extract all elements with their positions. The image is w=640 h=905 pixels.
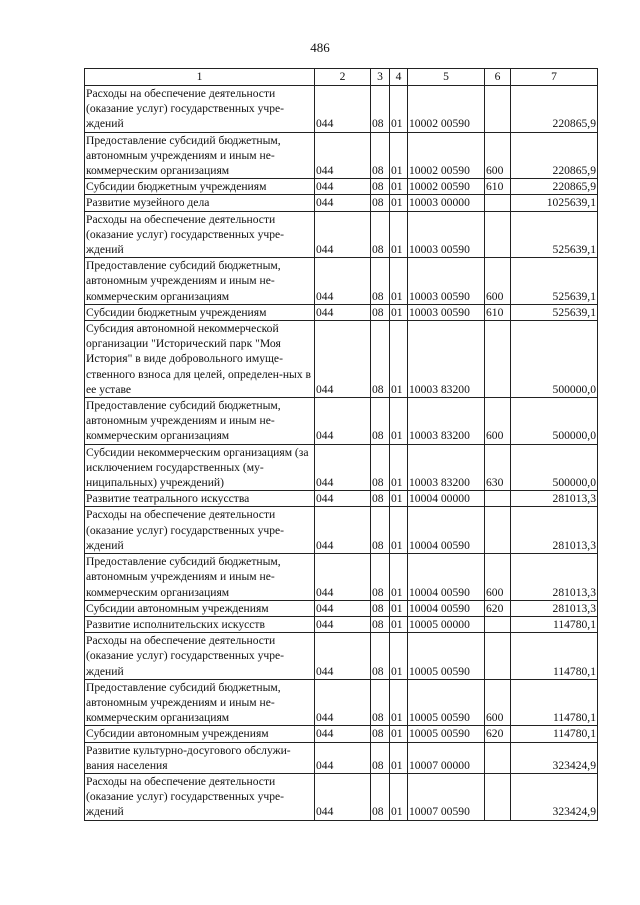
- section-cell: 08: [371, 321, 390, 398]
- section-cell: 08: [371, 86, 390, 133]
- header-row: [85, 69, 598, 86]
- amount-cell: 500000,0: [511, 444, 598, 491]
- amount-cell: 525639,1: [511, 258, 598, 305]
- expense-type-cell: [485, 211, 511, 258]
- amount-cell: 220865,9: [511, 179, 598, 195]
- subsection-cell: 01: [390, 773, 408, 820]
- subsection-cell: 01: [390, 444, 408, 491]
- table-row: [85, 773, 598, 820]
- amount-cell: 220865,9: [511, 86, 598, 133]
- amount-cell: 281013,3: [511, 507, 598, 554]
- row-name-cell: Субсидии бюджетным учреждениям: [85, 304, 315, 320]
- amount-cell: 500000,0: [511, 398, 598, 445]
- section-cell: 08: [371, 726, 390, 742]
- row-name-cell: Расходы на обеспечение деятельности (оказание услуг) государственных учре-ждений: [85, 211, 315, 258]
- expense-type-cell: 600: [485, 258, 511, 305]
- subsection-cell: 01: [390, 726, 408, 742]
- target-article-cell: 10005 00590: [408, 633, 485, 680]
- column-header: 4: [390, 69, 408, 86]
- row-name-cell: Субсидии бюджетным учреждениям: [85, 179, 315, 195]
- target-article-cell: 10004 00590: [408, 507, 485, 554]
- code-cell: 044: [315, 304, 371, 320]
- amount-cell: 114780,1: [511, 633, 598, 680]
- target-article-cell: 10003 83200: [408, 444, 485, 491]
- subsection-cell: 01: [390, 491, 408, 507]
- subsection-cell: 01: [390, 321, 408, 398]
- target-article-cell: 10007 00000: [408, 742, 485, 773]
- subsection-cell: 01: [390, 554, 408, 601]
- expense-type-cell: [485, 195, 511, 211]
- target-article-cell: 10003 00590: [408, 304, 485, 320]
- expense-type-cell: 610: [485, 179, 511, 195]
- row-name-cell: Предоставление субсидий бюджетным, автономным учреждениям и иным не-коммерческим организациям: [85, 398, 315, 445]
- target-article-cell: 10007 00590: [408, 773, 485, 820]
- amount-cell: 525639,1: [511, 304, 598, 320]
- amount-cell: 114780,1: [511, 679, 598, 726]
- table-row: [85, 742, 598, 773]
- section-cell: 08: [371, 444, 390, 491]
- amount-cell: 500000,0: [511, 321, 598, 398]
- expense-type-cell: [485, 616, 511, 632]
- row-name-cell: Субсидии некоммерческим организациям (за исключением государственных (му-ниципальных) учреждений): [85, 444, 315, 491]
- subsection-cell: 01: [390, 633, 408, 680]
- amount-cell: 281013,3: [511, 554, 598, 601]
- expense-type-cell: [485, 633, 511, 680]
- row-name-cell: Развитие театрального искусства: [85, 491, 315, 507]
- row-name-cell: Субсидии автономным учреждениям: [85, 600, 315, 616]
- section-cell: 08: [371, 132, 390, 179]
- code-cell: 044: [315, 491, 371, 507]
- target-article-cell: 10002 00590: [408, 132, 485, 179]
- target-article-cell: 10005 00590: [408, 726, 485, 742]
- expense-type-cell: 600: [485, 398, 511, 445]
- subsection-cell: 01: [390, 211, 408, 258]
- subsection-cell: 01: [390, 679, 408, 726]
- code-cell: 044: [315, 600, 371, 616]
- code-cell: 044: [315, 86, 371, 133]
- code-cell: 044: [315, 616, 371, 632]
- row-name-cell: Расходы на обеспечение деятельности (оказание услуг) государственных учре-ждений: [85, 633, 315, 680]
- subsection-cell: 01: [390, 398, 408, 445]
- table-row: [85, 211, 598, 258]
- code-cell: 044: [315, 507, 371, 554]
- code-cell: 044: [315, 726, 371, 742]
- table-row: [85, 398, 598, 445]
- subsection-cell: 01: [390, 195, 408, 211]
- row-name-cell: Субсидия автономной некоммерческой организации "Исторический парк "Моя История" в виде добровольного имуще-ственного взноса для целей, определен-ных в ее уставе: [85, 321, 315, 398]
- table-row: [85, 679, 598, 726]
- amount-cell: 323424,9: [511, 742, 598, 773]
- table-row: [85, 616, 598, 632]
- code-cell: 044: [315, 211, 371, 258]
- expense-type-cell: [485, 86, 511, 133]
- table-row: [85, 633, 598, 680]
- section-cell: 08: [371, 491, 390, 507]
- subsection-cell: 01: [390, 179, 408, 195]
- expense-type-cell: [485, 742, 511, 773]
- subsection-cell: 01: [390, 258, 408, 305]
- column-header: 1: [85, 69, 315, 86]
- section-cell: 08: [371, 179, 390, 195]
- section-cell: 08: [371, 195, 390, 211]
- subsection-cell: 01: [390, 507, 408, 554]
- section-cell: 08: [371, 742, 390, 773]
- column-header: 3: [371, 69, 390, 86]
- column-header: 2: [315, 69, 371, 86]
- table-row: [85, 321, 598, 398]
- expense-type-cell: 630: [485, 444, 511, 491]
- expense-type-cell: 620: [485, 600, 511, 616]
- expense-type-cell: 600: [485, 679, 511, 726]
- code-cell: 044: [315, 398, 371, 445]
- column-header: 5: [408, 69, 485, 86]
- code-cell: 044: [315, 773, 371, 820]
- target-article-cell: 10003 83200: [408, 398, 485, 445]
- code-cell: 044: [315, 321, 371, 398]
- expense-type-cell: 610: [485, 304, 511, 320]
- column-header: 6: [485, 69, 511, 86]
- code-cell: 044: [315, 679, 371, 726]
- row-name-cell: Расходы на обеспечение деятельности (оказание услуг) государственных учре-ждений: [85, 507, 315, 554]
- section-cell: 08: [371, 633, 390, 680]
- subsection-cell: 01: [390, 86, 408, 133]
- table-row: [85, 132, 598, 179]
- amount-cell: 281013,3: [511, 600, 598, 616]
- table-row: [85, 258, 598, 305]
- section-cell: 08: [371, 616, 390, 632]
- amount-cell: 281013,3: [511, 491, 598, 507]
- section-cell: 08: [371, 398, 390, 445]
- code-cell: 044: [315, 195, 371, 211]
- amount-cell: 114780,1: [511, 616, 598, 632]
- code-cell: 044: [315, 132, 371, 179]
- row-name-cell: Предоставление субсидий бюджетным, автономным учреждениям и иным не-коммерческим организациям: [85, 554, 315, 601]
- table-row: [85, 554, 598, 601]
- expense-type-cell: 620: [485, 726, 511, 742]
- code-cell: 044: [315, 258, 371, 305]
- target-article-cell: 10003 00590: [408, 211, 485, 258]
- subsection-cell: 01: [390, 742, 408, 773]
- target-article-cell: 10004 00590: [408, 554, 485, 601]
- expense-type-cell: 600: [485, 132, 511, 179]
- section-cell: 08: [371, 304, 390, 320]
- table-row: [85, 86, 598, 133]
- row-name-cell: Развитие исполнительских искусств: [85, 616, 315, 632]
- section-cell: 08: [371, 600, 390, 616]
- row-name-cell: Развитие музейного дела: [85, 195, 315, 211]
- page-number: 486: [310, 40, 330, 55]
- table-row: [85, 726, 598, 742]
- table-row: [85, 507, 598, 554]
- row-name-cell: Предоставление субсидий бюджетным, автономным учреждениям и иным не-коммерческим организациям: [85, 679, 315, 726]
- code-cell: 044: [315, 179, 371, 195]
- code-cell: 044: [315, 554, 371, 601]
- code-cell: 044: [315, 742, 371, 773]
- amount-cell: 220865,9: [511, 132, 598, 179]
- table-row: [85, 600, 598, 616]
- target-article-cell: 10004 00590: [408, 600, 485, 616]
- target-article-cell: 10005 00590: [408, 679, 485, 726]
- expense-type-cell: [485, 773, 511, 820]
- code-cell: 044: [315, 633, 371, 680]
- amount-cell: 114780,1: [511, 726, 598, 742]
- section-cell: 08: [371, 679, 390, 726]
- expense-type-cell: 600: [485, 554, 511, 601]
- target-article-cell: 10005 00000: [408, 616, 485, 632]
- table-header: [85, 69, 598, 86]
- table-row: [85, 179, 598, 195]
- table-row: [85, 491, 598, 507]
- table-row: [85, 444, 598, 491]
- amount-cell: 323424,9: [511, 773, 598, 820]
- subsection-cell: 01: [390, 304, 408, 320]
- row-name-cell: Предоставление субсидий бюджетным, автономным учреждениям и иным не-коммерческим организациям: [85, 132, 315, 179]
- target-article-cell: 10003 83200: [408, 321, 485, 398]
- table-row: [85, 195, 598, 211]
- expense-type-cell: [485, 507, 511, 554]
- section-cell: 08: [371, 554, 390, 601]
- row-name-cell: Расходы на обеспечение деятельности (оказание услуг) государственных учре-ждений: [85, 773, 315, 820]
- target-article-cell: 10003 00590: [408, 258, 485, 305]
- expense-type-cell: [485, 491, 511, 507]
- table-row: [85, 304, 598, 320]
- amount-cell: 1025639,1: [511, 195, 598, 211]
- amount-cell: 525639,1: [511, 211, 598, 258]
- budget-table: [84, 68, 598, 821]
- section-cell: 08: [371, 773, 390, 820]
- column-header: 7: [511, 69, 598, 86]
- target-article-cell: 10002 00590: [408, 86, 485, 133]
- section-cell: 08: [371, 211, 390, 258]
- table-body: [85, 86, 598, 821]
- expense-type-cell: [485, 321, 511, 398]
- row-name-cell: Развитие культурно-досугового обслужи-вания населения: [85, 742, 315, 773]
- target-article-cell: 10002 00590: [408, 179, 485, 195]
- row-name-cell: Расходы на обеспечение деятельности (оказание услуг) государственных учре-ждений: [85, 86, 315, 133]
- target-article-cell: 10004 00000: [408, 491, 485, 507]
- row-name-cell: Предоставление субсидий бюджетным, автономным учреждениям и иным не-коммерческим организациям: [85, 258, 315, 305]
- section-cell: 08: [371, 258, 390, 305]
- target-article-cell: 10003 00000: [408, 195, 485, 211]
- section-cell: 08: [371, 507, 390, 554]
- subsection-cell: 01: [390, 616, 408, 632]
- row-name-cell: Субсидии автономным учреждениям: [85, 726, 315, 742]
- subsection-cell: 01: [390, 600, 408, 616]
- subsection-cell: 01: [390, 132, 408, 179]
- code-cell: 044: [315, 444, 371, 491]
